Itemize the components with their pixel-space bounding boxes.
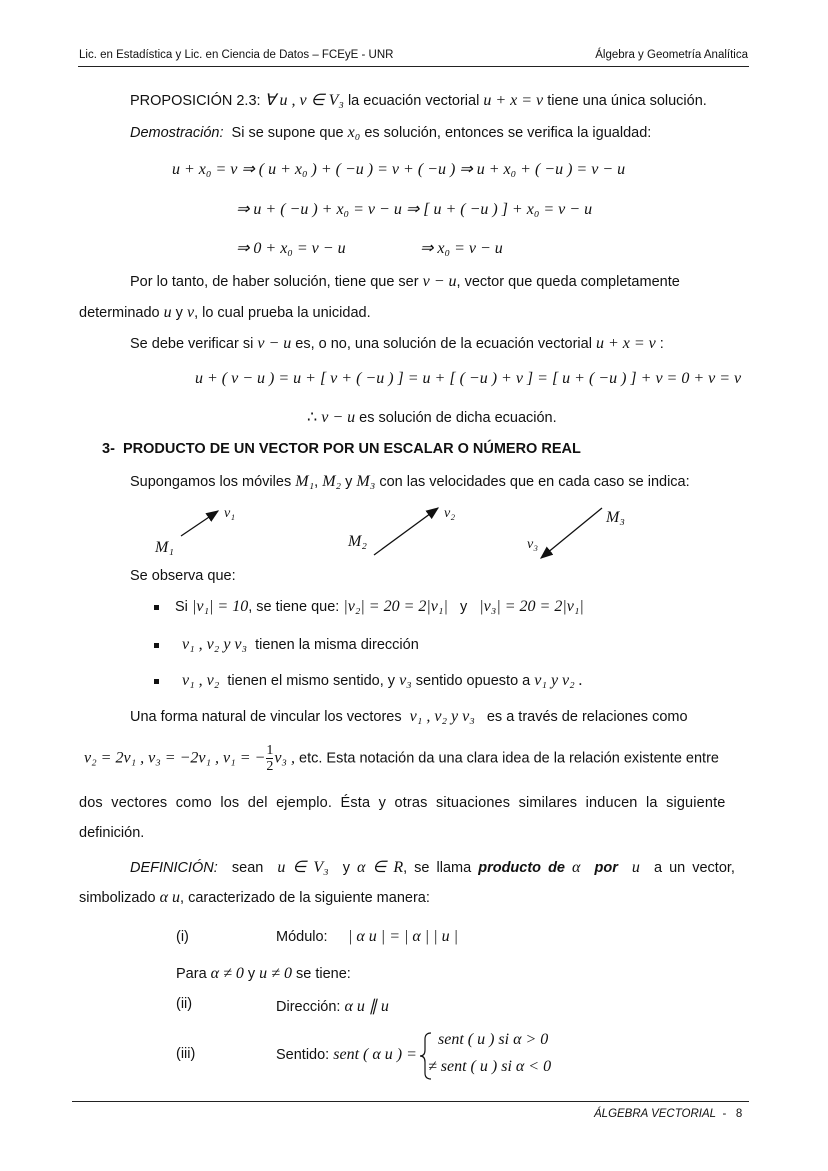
moviles-y: y [345, 474, 353, 490]
equation-line-4: u + ( v − u ) = u + [ v + ( −u ) ] = u + [ ( −u ) + v ] = [ u + ( −u ) ] + v = 0 + v = v [195, 370, 742, 387]
label-v3: v₃ [527, 537, 539, 552]
bullet-1 [154, 605, 159, 610]
definition-por: por [594, 860, 618, 876]
para1-v: v [186, 304, 195, 321]
definition-t4: , caracterizado de la siguiente manera: [180, 890, 430, 906]
proposition-equation: u + x = v [483, 92, 544, 109]
definition-line-1 [130, 857, 735, 877]
bullet-2-vectors: v₁ , v₂ y v₃ [182, 636, 248, 653]
demo-text-2: es solución, entonces se verifica la igualdad: [364, 125, 652, 141]
item-i-math: | α u | = | α | | u | [348, 928, 458, 945]
item-iii-lhs: sent ( α u ) = [333, 1046, 417, 1063]
bullet-1-text [175, 598, 584, 616]
item-ii-label [276, 996, 389, 1016]
section-number: 3- [102, 441, 115, 457]
para3-line-4: definición. [79, 825, 145, 841]
label-v2: v₂ [444, 506, 456, 521]
moviles-line [130, 473, 690, 491]
demo-text-1: Si se supone que [231, 125, 344, 141]
moviles-m2: M₂ [322, 473, 342, 490]
definition-bold-term: producto de [478, 860, 565, 876]
para2-equation: u + x = v [595, 335, 656, 352]
bullet-3-t2: sentido opuesto a [415, 673, 531, 689]
proposition-line [130, 90, 707, 110]
proposition-text-2: tiene una única solución. [547, 93, 707, 109]
footer [594, 1108, 742, 1120]
therefore-symbol: ∴ [307, 409, 318, 426]
bullet-2 [154, 643, 159, 648]
para1-text-b: , vector que queda completamente [456, 274, 680, 290]
para1-math: v − u [422, 273, 457, 290]
para1-text-a: Por lo tanto, de haber solución, tiene que ser [130, 274, 419, 290]
label-M3: M₃ [606, 509, 625, 526]
proposition-label: PROPOSICIÓN 2.3: [130, 93, 261, 109]
demo-label: Demostración: [130, 125, 224, 141]
label-M2: M₂ [348, 533, 367, 550]
definition-t1: , se llama [403, 860, 472, 876]
bullet-1-math-3: |v₃| = 20 = 2|v₁| [479, 598, 584, 615]
definition-t2: a un vector, [653, 860, 735, 876]
bullet-2-text [182, 636, 419, 654]
para1-text-d: , lo cual prueba la unicidad. [194, 305, 371, 321]
page-number: 8 [735, 1108, 743, 1120]
definition-alpha: α [572, 859, 581, 876]
header-rule [78, 66, 749, 67]
item-ii-label-text: Dirección: [276, 999, 341, 1015]
para-math-1: α ≠ 0 [210, 965, 244, 982]
equation-line-3b: ⇒ x₀ = v − u [420, 240, 503, 257]
item-iii-label [276, 1046, 417, 1064]
para1-text-c: determinado [79, 305, 160, 321]
para1-line-1 [130, 273, 680, 291]
para3-line-3: dos vectores como los del ejemplo. Ésta y otras situaciones similares inducen la siguiente [79, 795, 726, 811]
section-title: PRODUCTO DE UN VECTOR POR UN ESCALAR O NÚMERO REAL [122, 441, 581, 457]
bullet-3-vectors: v₁ , v₂ [182, 672, 220, 689]
para3-relations-2: v₃ , [274, 749, 295, 767]
item-iii-label-text: Sentido: [276, 1047, 330, 1063]
velocity-figure [140, 500, 660, 575]
para2-math: v − u [257, 335, 292, 352]
label-M1: M₁ [155, 539, 174, 556]
para1-y: y [175, 305, 183, 321]
case-1: sent ( u ) si α > 0 [438, 1031, 549, 1048]
conclusion-line [307, 407, 557, 427]
para3-relations-1: v₂ = 2v₁ , v₃ = −2v₁ , v₁ = − [84, 749, 266, 767]
moviles-comma: , [314, 474, 319, 490]
bullet-1-text-t: , se tiene que: [248, 599, 340, 615]
definition-label: DEFINICIÓN: [130, 860, 218, 876]
footer-rule [72, 1101, 749, 1102]
item-i-number: (i) [176, 929, 189, 945]
bullet-3-v3: v₃ [399, 672, 412, 689]
bullet-1-si: Si [175, 599, 188, 615]
definition-math-3: α u [159, 889, 181, 906]
conclusion-text: es solución de dicha ecuación. [359, 410, 557, 426]
bullet-1-y: y [459, 599, 468, 615]
bullet-2-t: tienen la misma dirección [255, 637, 419, 653]
para3-line-2 [84, 743, 719, 774]
bullet-1-math-1: |v₁| = 10 [191, 598, 249, 615]
definition-sean: sean [231, 860, 264, 876]
demo-x0: x₀ [347, 124, 361, 141]
header-left: Lic. en Estadística y Lic. en Ciencia de Datos – FCEyE - UNR [79, 49, 394, 61]
item-i-label: Módulo: [276, 929, 328, 945]
footer-title: ÁLGEBRA VECTORIAL [594, 1108, 717, 1120]
fraction-one-half [266, 743, 273, 774]
definition-math-1: u ∈ V₃ [277, 859, 329, 876]
para-text: se tiene: [295, 966, 351, 982]
definition-math-2: α ∈ R [357, 859, 404, 876]
para2-colon: : [659, 336, 664, 352]
conclusion-math: v − u [321, 409, 356, 426]
para-y: y [247, 966, 256, 982]
moviles-m3: M₃ [356, 473, 376, 490]
header-right: Álgebra y Geometría Analítica [595, 49, 748, 61]
equation-line-2: ⇒ u + ( −u ) + x₀ = v − u ⇒ [ u + ( −u ) ] + x₀ = v − u [236, 201, 593, 218]
para1-u: u [163, 304, 172, 321]
proposition-quantifier: ∀ u , v ∈ V₃ [264, 92, 344, 109]
equation-line-1: u + x₀ = v ⇒ ( u + x₀ ) + ( −u ) = v + ( −u ) ⇒ u + x₀ + ( −u ) = v − u [172, 161, 626, 178]
definition-y: y [342, 860, 350, 876]
para-word: Para [176, 966, 207, 982]
moviles-text-a: Supongamos los móviles [130, 474, 292, 490]
para-math-2: u ≠ 0 [259, 965, 292, 982]
proposition-text-1: la ecuación vectorial [347, 93, 480, 109]
para2-text-b: es, o no, una solución de la ecuación vectorial [295, 336, 592, 352]
item-iii-number: (iii) [176, 1046, 196, 1062]
para1-line-2 [79, 304, 371, 322]
para3-text-a: Una forma natural de vincular los vectores [130, 709, 402, 725]
bullet-3-text [182, 672, 583, 690]
bullet-3-t1: tienen el mismo sentido, y [227, 673, 396, 689]
para3-text-c: etc. Esta notación da una clara idea de la relación existente entre [299, 750, 719, 767]
equation-line-3a: ⇒ 0 + x₀ = v − u [236, 240, 346, 257]
para3-vectors: v₁ , v₂ y v₃ [409, 708, 475, 725]
para3-text-b: es a través de relaciones como [486, 709, 688, 725]
item-ii-number: (ii) [176, 996, 193, 1012]
para2-line [130, 335, 664, 353]
footer-separator: - [722, 1108, 727, 1120]
para2-text-a: Se debe verificar si [130, 336, 254, 352]
arrow-v1 [181, 511, 218, 536]
moviles-text-b: con las velocidades que en cada caso se indica: [379, 474, 690, 490]
item-ii-math: α u ∥ u [344, 998, 389, 1015]
bullet-3 [154, 679, 159, 684]
case-2: ≠ sent ( u ) si α < 0 [428, 1058, 552, 1075]
bullet-1-math-2: |v₂| = 20 = 2|v₁| [343, 598, 448, 615]
para-condition [176, 965, 351, 983]
arrow-v3 [541, 508, 602, 558]
label-v1: v₁ [224, 506, 236, 521]
section-heading [102, 441, 581, 457]
arrow-v2 [374, 508, 438, 555]
definition-u: u [631, 859, 640, 876]
demo-line [130, 124, 651, 142]
fraction-denominator: 2 [266, 759, 274, 774]
bullet-3-v12: v₁ y v₂ . [534, 672, 583, 689]
definition-t3: simbolizado [79, 890, 156, 906]
observa-text: Se observa que: [130, 568, 236, 584]
para3-line-1 [130, 708, 688, 726]
definition-line-2 [79, 889, 430, 907]
fraction-numerator: 1 [266, 743, 274, 758]
moviles-m1: M₁ [295, 473, 315, 490]
